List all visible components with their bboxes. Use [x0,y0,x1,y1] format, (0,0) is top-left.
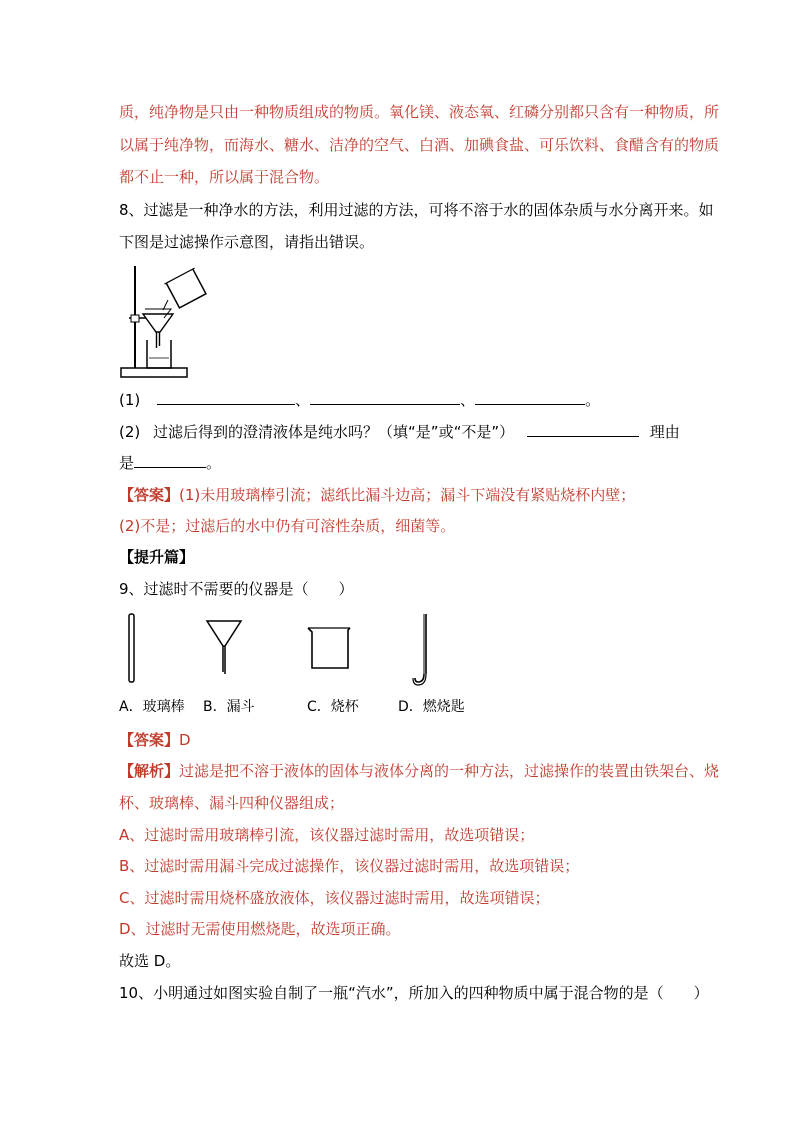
q8-part2-reason: 理由 [649,423,680,441]
q8-answer-1: (1)未用玻璃棒引流；滤纸比漏斗边高；漏斗下端没有紧贴烧杯内壁； [179,486,636,504]
q8-part2 [119,421,680,443]
q8-blank-1[interactable] [157,390,295,405]
q9-item-a: A、过滤时需用玻璃棒引流，该仪器过滤时需用，故选项错误； [119,826,535,844]
intro-line-1: 质，纯净物是只由一种物质组成的物质。氧化镁、液态氧、红磷分别都只含有一种物质，所 [119,103,720,121]
filtration-apparatus-icon [119,262,214,380]
beaker-icon [304,624,354,672]
intro-line-3: 都不止一种，所以属于混合物。 [119,168,330,186]
q9-item-d: D、过滤时无需使用燃烧匙，故选项正确。 [119,920,401,938]
q8-line-1: 8、过滤是一种净水的方法，利用过滤的方法，可将不溶于水的固体杂质与水分离开来。如 [119,201,714,219]
q9-answer-tag: 【答案】 [119,731,180,749]
q9-item-c: C、过滤时需用烧杯盛放液体，该仪器过滤时需用，故选项错误； [119,889,550,907]
q8-answer-line-2: (2)不是；过滤后的水中仍有可溶性杂质，细菌等。 [119,517,456,535]
q9-analysis-tag: 【解析】 [119,762,180,780]
section-title: 【提升篇】 [119,548,195,566]
q9-analysis-line-2: 杯、玻璃棒、漏斗四种仪器组成； [119,794,345,812]
q8-blank-3[interactable] [475,390,585,405]
q9-question: 9、过滤时不需要的仪器是（ ） [119,580,354,598]
q8-line-2: 下图是过滤操作示意图，请指出错误。 [119,233,375,251]
q8-sep-2: 、 [460,391,476,409]
q9-analysis-text-1: 过滤是把不溶于液体的固体与液体分离的一种方法，过滤操作的装置由铁架台、烧 [179,762,720,780]
q9-answer [119,729,191,751]
q9-option-b: B．漏斗 [203,699,255,715]
q10-question: 10、小明通过如图实验自制了一瓶“汽水”，所加入的四种物质中属于混合物的是（ ） [119,984,709,1002]
q9-option-d: D．燃烧匙 [398,699,465,715]
q8-part1 [119,389,600,411]
glass-rod-icon [126,612,138,684]
q8-answer-tag: 【答案】 [119,486,180,504]
intro-line-2: 以属于纯净物，而海水、糖水、洁净的空气、白酒、加碘食盐、可乐饮料、食醋含有的物质 [119,136,720,154]
q8-part2-text: 过滤后得到的澄清液体是纯水吗？（填“是”或“不是”） [153,423,515,441]
q8-part2-line2-start: 是 [119,454,135,472]
q9-conclusion: 故选 D。 [119,952,181,970]
q8-part2-line2 [119,452,221,474]
q9-item-b: B、过滤时需用漏斗完成过滤操作，该仪器过滤时需用，故选项错误； [119,857,580,875]
funnel-icon [204,618,244,676]
q8-part2-line2-end: 。 [206,454,222,472]
q9-answer-value: D [179,731,191,749]
q8-blank-2[interactable] [310,390,460,405]
q8-end: 。 [585,391,601,409]
q9-option-c: C．烧杯 [307,699,359,715]
q8-sep-1: 、 [295,391,311,409]
q8-answer-line-1 [119,484,635,506]
q8-part2-label: (2) [119,423,141,441]
q8-blank-5[interactable] [134,453,206,468]
q8-part1-label: (1) [119,391,141,409]
q9-analysis-line-1 [119,760,719,782]
q8-blank-4[interactable] [527,422,639,437]
combustion-spoon-icon [412,612,434,688]
q9-option-a: A．玻璃棒 [119,699,185,715]
